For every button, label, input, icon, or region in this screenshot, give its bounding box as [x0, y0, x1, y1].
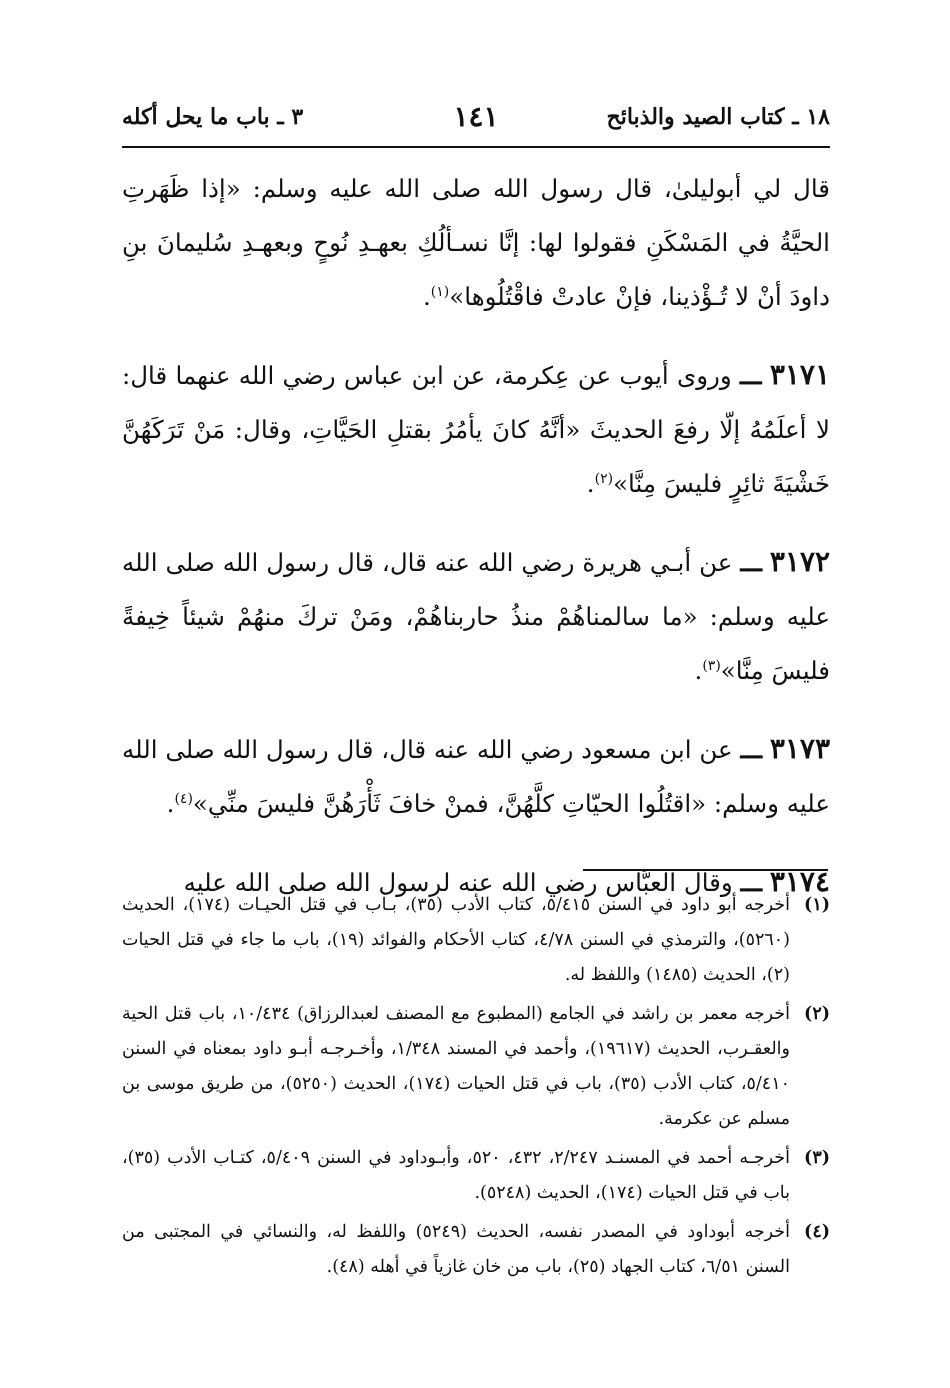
hadith-text: عن أبـي هريرة رضي الله عنه قال، قال رسول الله صلى الله عليه وسلم: «ما سالمناهُمْ منذُ حاربناهُمْ، ومَنْ تركَ منهُمْ شيئاً خِيفةً فليسَ مِنَّا» — [122, 548, 830, 685]
footnote-text: أخرجـه أحمد في المسنـد ٢/٢٤٧، ٤٣٢، ٥٢٠، وأبـوداود في السنن ٥/٤٠٩، كتـاب الأدب (٣٥)، باب في قتل الحيات (١٧٤)، الحديث (٥٢٤٨). — [122, 1148, 790, 1203]
hadith-text: وروى أيوب عن عِكرمة، عن ابن عباس رضي الله عنهما قال: لا أعلَمُهُ إلّا رفعَ الحديثَ «أنَّهُ كانَ يأمُرُ بقتلِ الحَيَّاتِ، وقال: مَنْ تَرَكَهُنَّ خَشْيَةَ ثائِرٍ فليسَ مِنَّا» — [122, 361, 830, 498]
footnote-number: (١) — [804, 895, 830, 915]
main-text — [122, 162, 830, 934]
paragraph-end: . — [166, 789, 175, 818]
footnote-text: أخرجه أبوداود في المصدر نفسه، الحديث (٥٢٤٩) واللفظ له، والنسائي في المجتبى من السنن ٦/٥١، كتاب الجهاد (٢٥)، باب من خان غازياً في أهله (٤٨). — [122, 1222, 790, 1277]
hadith-text: وقال العبَّاس رضي الله عنه لرسول الله صلى الله عليه — [183, 868, 733, 897]
footnote-number: (٢) — [804, 1004, 830, 1024]
hadith-number: ٣١٧٢ — [769, 545, 831, 578]
footnote-2 — [122, 997, 830, 1137]
footnote-number: (٣) — [804, 1148, 830, 1168]
footnote-number: (٤) — [804, 1222, 830, 1242]
page-header — [122, 100, 830, 146]
hadith-text: عن ابن مسعود رضي الله عنه قال، قال رسول الله صلى الله عليه وسلم: «اقتُلُوا الحيّاتِ كلَّهُنَّ، فمنْ خافَ ثَأْرَهُنَّ فليسَ منِّي» — [122, 735, 830, 818]
hadith-dash: ـــ — [740, 361, 762, 390]
footnotes — [122, 888, 830, 1289]
footnote-text: أخرجه أبو داود في السنن ٥/٤١٥، كتاب الأدب (٣٥)، بـاب في قتل الحيـات (١٧٤)، الحديث (٥٢٦٠)، والترمذي في السنن ٤/٧٨، كتاب الأحكام والفوائد (١٩)، باب ما جاء في قتل الحيات (٢)، الحديث (١٤٨٥) واللفظ له. — [122, 895, 790, 985]
footnote-4 — [122, 1215, 830, 1285]
paragraph-text: قال لي أبوليلىٰ، قال رسول الله صلى الله عليه وسلم: «إذا ظَهَرتِ الحيَّةُ في المَسْكَنِ فقولوا لها: إنَّا نسـألُكِ بعهـدِ نُوحٍ وبعهـدِ سُليمانَ بنِ داودَ أنْ لا تُـؤْذينا، فإنْ عادتْ فاقْتُلُوها» — [122, 174, 830, 311]
hadith-number: ٣١٧٣ — [769, 732, 830, 765]
paragraph-end: . — [694, 656, 703, 685]
footnote-text: أخرجه معمر بن راشد في الجامع (المطبوع مع المصنف لعبدالرزاق) ١٠/٤٣٤، باب قتل الحية والعقـرب، الحديث (١٩٦١٧)، وأحمد في المسند ١/٣٤٨، وأخـرجـه أبـو داود بمعناه في السنن ٥/٤١٠، كتاب الأدب (٣٥)، باب في قتل الحيات (١٧٤)، الحديث (٥٢٥٠)، من طريق موسى بن مسلم عن عكرمة. — [122, 1004, 790, 1129]
paragraph-end: . — [586, 469, 595, 498]
paragraph-continued — [122, 162, 830, 324]
footnote-separator — [583, 869, 828, 871]
hadith-dash: ـــ — [740, 735, 763, 764]
chapter-title: ١٨ ـ كتاب الصيد والذبائح — [606, 104, 830, 130]
hadith-number: ٣١٧١ — [769, 358, 830, 391]
hadith-dash: ـــ — [740, 548, 762, 577]
paragraph-end: . — [422, 282, 431, 311]
hadith-3171 — [122, 348, 830, 511]
hadith-3173 — [122, 722, 830, 831]
header-rule — [122, 146, 830, 148]
hadith-3172 — [122, 535, 830, 698]
section-title: ٣ ـ باب ما يحل أكله — [122, 104, 304, 130]
footnote-ref: (٣) — [702, 657, 721, 674]
page-number: ١٤١ — [453, 100, 499, 133]
footnote-ref: (١) — [430, 283, 450, 300]
footnote-ref: (٢) — [594, 470, 614, 487]
footnote-1 — [122, 888, 830, 993]
hadith-number: ٣١٧٤ — [769, 865, 830, 898]
hadith-dash: ـــ — [740, 868, 763, 897]
footnote-ref: (٤) — [174, 790, 193, 807]
footnote-3 — [122, 1141, 830, 1211]
